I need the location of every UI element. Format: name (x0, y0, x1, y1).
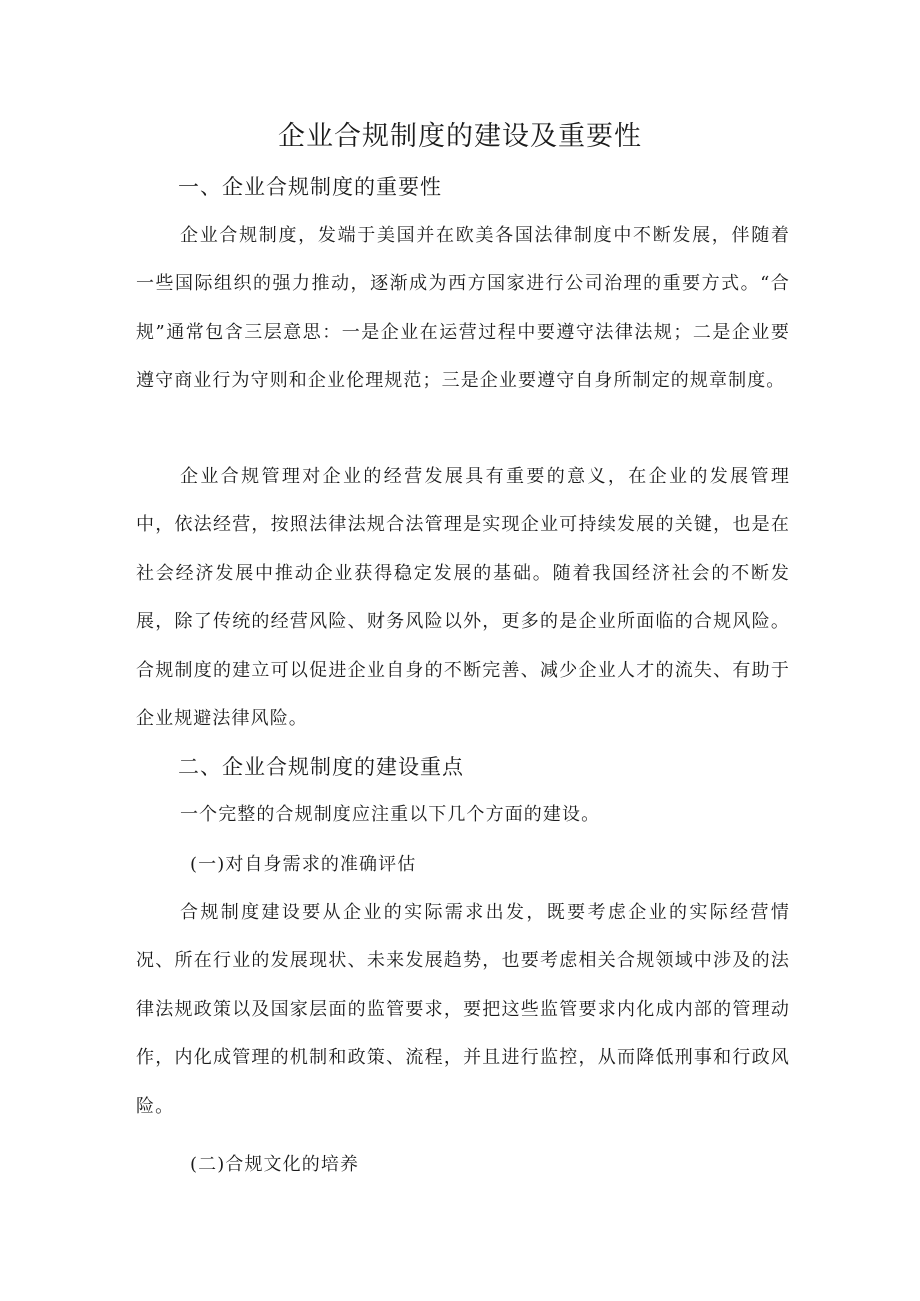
subsection-1-paragraph: 合规制度建设要从企业的实际需求出发，既要考虑企业的实际经营情况、所在行业的发展现状、未来发展趋势，也要考虑相关合规领域中涉及的法律法规政策以及国家层面的监管要求，要把这些监管要求内化成内部的管理动作，内化成管理的机制和政策、流程，并且进行监控，从而降低刑事和行政风险。 (136, 902, 790, 1117)
subsection-1-heading: (一)对自身需求的准确评估 (190, 854, 417, 875)
section-2-heading: 二、企业合规制度的建设重点 (178, 755, 464, 779)
section-2-intro: 一个完整的合规制度应注重以下几个方面的建设。 (180, 804, 601, 825)
section-1-paragraph-1: 企业合规制度，发端于美国并在欧美各国法律制度中不断发展，伴随着一些国际组织的强力推动，逐渐成为西方国家进行公司治理的重要方式。“合规”通常包含三层意思：一是企业在运营过程中要遵守法律法规；二是企业要遵守商业行为守则和企业伦理规范；三是企业要遵守自身所制定的规章制度。 (136, 225, 790, 392)
document-title: 企业合规制度的建设及重要性 (278, 121, 642, 152)
section-1-heading: 一、企业合规制度的重要性 (178, 175, 442, 199)
subsection-2-heading: (二)合规文化的培养 (190, 1154, 360, 1175)
section-1-paragraph-2: 企业合规管理对企业的经营发展具有重要的意义，在企业的发展管理中，依法经营，按照法律法规合法管理是实现企业可持续发展的关键，也是在社会经济发展中推动企业获得稳定发展的基础。随着我国经济社会的不断发展，除了传统的经营风险、财务风险以外，更多的是企业所面临的合规风险。合规制度的建立可以促进企业自身的不断完善、减少企业人才的流失、有助于企业规避法律风险。 (136, 466, 790, 730)
